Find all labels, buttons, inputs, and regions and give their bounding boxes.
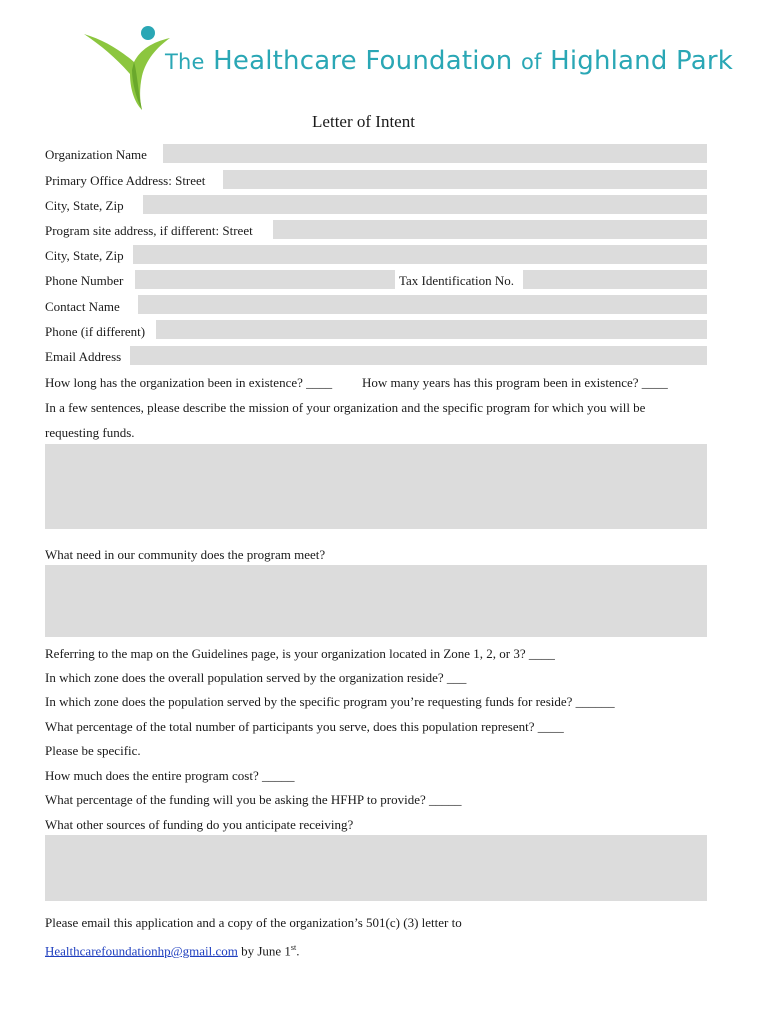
logo-name: Healthcare Foundation [213, 46, 513, 76]
mission-answer-box[interactable] [45, 444, 707, 529]
other-sources-answer-box[interactable] [45, 835, 707, 901]
contact-name-field[interactable] [138, 295, 707, 314]
zone-overall-question: In which zone does the overall population served by the organization reside? ___ [45, 670, 467, 685]
email-address-field[interactable] [130, 346, 707, 365]
tax-id-field[interactable] [523, 270, 707, 289]
existence-question: How long has the organization been in existence? ____ [45, 375, 333, 390]
footer-by: by June 1 [237, 943, 291, 959]
page-title: Letter of Intent [312, 112, 415, 131]
zone-question: Referring to the map on the Guidelines page, is your organization located in Zone 1, 2, or 3? ____ [45, 646, 555, 661]
org-name-label: Organization Name [45, 147, 147, 162]
footer-instruction: Please email this application and a copy of the organization’s 501(c) (3) letter to [45, 915, 462, 930]
logo-prefix: The [165, 50, 205, 74]
primary-address-label: Primary Office Address: Street [45, 173, 206, 188]
city-state-zip-field-1[interactable] [143, 195, 707, 214]
city-state-zip-label-1: City, State, Zip [45, 198, 124, 213]
program-cost-question: How much does the entire program cost? _____ [45, 768, 295, 783]
logo-place: Highland Park [550, 46, 734, 76]
org-name-field[interactable] [163, 144, 707, 163]
phone-number-label: Phone Number [45, 273, 124, 288]
funding-percentage-question: What percentage of the funding will you be asking the HFHP to provide? _____ [45, 792, 462, 807]
foundation-logo-icon [82, 20, 172, 112]
phone-different-field[interactable] [156, 320, 707, 339]
program-site-field[interactable] [273, 220, 707, 239]
other-sources-question: What other sources of funding do you anticipate receiving? [45, 817, 354, 832]
footer-period: . [296, 943, 300, 959]
need-question: What need in our community does the program meet? [45, 547, 326, 562]
city-state-zip-field-2[interactable] [133, 245, 707, 264]
organization-logo-text [165, 46, 734, 76]
need-answer-box[interactable] [45, 565, 707, 637]
primary-address-field[interactable] [223, 170, 707, 189]
email-link[interactable]: Healthcarefoundationhp@gmail.com [45, 943, 238, 959]
phone-different-label: Phone (if different) [45, 324, 146, 339]
phone-number-field[interactable] [135, 270, 395, 289]
contact-name-label: Contact Name [45, 299, 120, 314]
footer-superscript: st [290, 943, 297, 952]
footer-email-line [45, 940, 300, 959]
please-be-specific: Please be specific. [45, 743, 141, 758]
tax-id-label: Tax Identification No. [399, 273, 514, 288]
percentage-question: What percentage of the total number of participants you serve, does this population represent? ____ [45, 719, 564, 734]
mission-question-line2: requesting funds. [45, 425, 135, 440]
zone-specific-question: In which zone does the population served by the specific program you’re requesting funds for reside? ______ [45, 694, 615, 709]
email-address-label: Email Address [45, 349, 122, 364]
program-site-label: Program site address, if different: Street [45, 223, 253, 238]
mission-question-line1: In a few sentences, please describe the mission of your organization and the specific program for which you will be [45, 400, 646, 415]
logo-of: of [520, 50, 542, 74]
program-years-question: How many years has this program been in existence? ____ [362, 375, 668, 390]
city-state-zip-label-2: City, State, Zip [45, 248, 124, 263]
